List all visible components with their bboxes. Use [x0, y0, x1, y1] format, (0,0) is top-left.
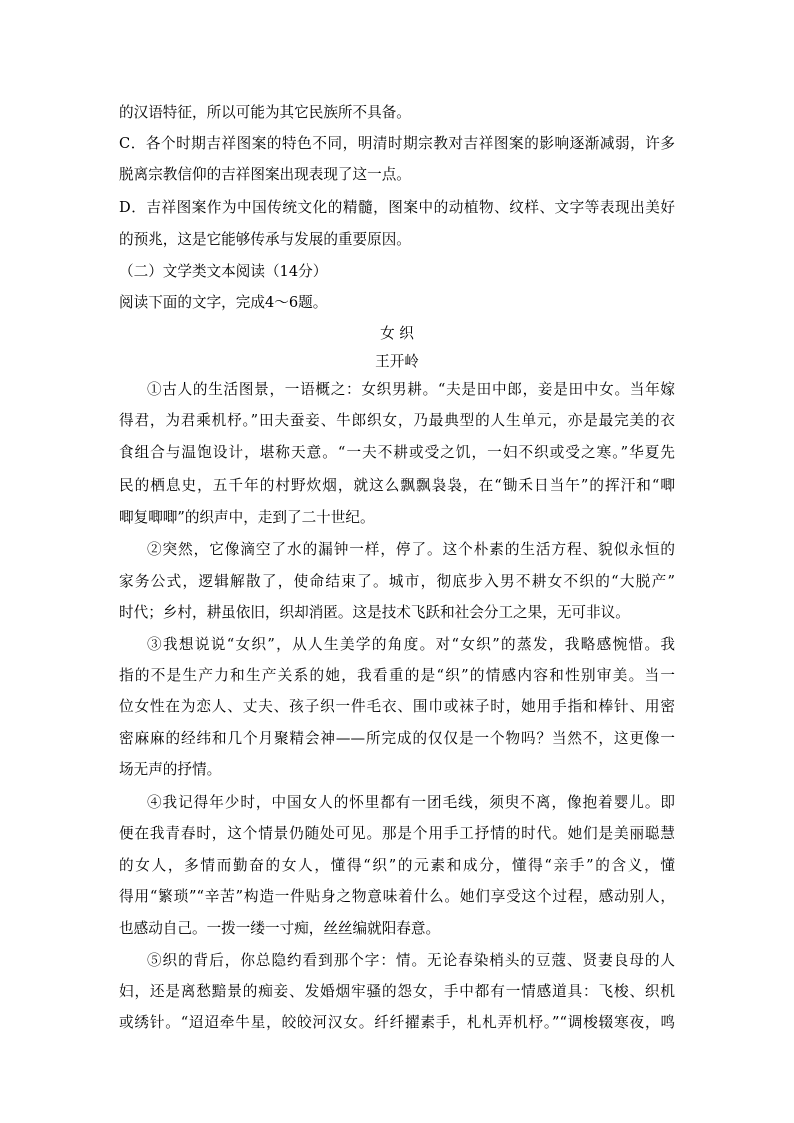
body-line: 或绣针。“迢迢牵牛星，皎皎河汉女。纤纤擢素手，札札弄机杼。”“调梭辍寒夜，鸣 — [119, 1014, 675, 1031]
body-line: 也感动自己。一拨一缕一寸痴，丝丝编就阳春意。 — [119, 920, 441, 937]
body-line: 得用“繁琐”“辛苦”构造一件贴身之物意味着什么。她们享受这个过程，感动别人， — [119, 888, 675, 905]
body-line: 密麻麻的经纬和几个月聚精会神——所完成的仅仅是一个物吗？当然不，这更像一 — [119, 730, 675, 747]
body-line: 妇，还是离愁黯景的痴妾、发婚烟牢骚的怨女，手中都有一情感道具：飞梭、织机 — [119, 983, 675, 1000]
text-line: 的汉语特征，所以可能为其它民族所不具备。 — [119, 104, 411, 121]
body-line: ⑤织的背后，你总隐约看到那个字：情。无论春染梢头的豆蔻、贤妻良母的人 — [147, 952, 675, 969]
option-c-line-1: C．各个时期吉祥图案的特色不同，明清时期宗教对吉祥图案的影响逐渐减弱，许多 — [119, 135, 675, 152]
instruction-line: 阅读下面的文字，完成4～6题。 — [119, 294, 328, 311]
body-line: 时代；乡村，耕虽依旧，织却消匿。这是技术飞跃和社会分工之果，无可非议。 — [119, 604, 630, 621]
body-line: 位女性在为恋人、丈夫、孩子织一件毛衣、围巾或袜子时，她用手指和棒针、用密 — [119, 698, 675, 715]
section-heading: （二）文学类文本阅读（14分） — [119, 263, 328, 280]
body-line: 的女人，多情而勤奋的女人，懂得“织”的元素和成分，懂得“亲手”的含义，懂 — [119, 857, 675, 874]
body-line: 食组合与温饱设计，堪称天意。“一夫不耕或受之饥，一妇不织或受之寒。”华夏先 — [119, 444, 675, 461]
body-line: 便在我青春时，这个情景仍随处可见。那是个用手工抒情的时代。她们是美丽聪慧 — [119, 825, 675, 842]
body-line: ①古人的生活图景，一语概之：女织男耕。“夫是田中郎，妾是田中女。当年嫁 — [147, 381, 675, 398]
body-line: 场无声的抒情。 — [119, 761, 222, 778]
article-author: 王开岭 — [375, 353, 419, 370]
article-title: 女 织 — [380, 325, 414, 342]
body-line: 指的不是生产力和生产关系的她，我看重的是“织”的情感内容和性别审美。当一 — [119, 667, 675, 684]
body-line: 得君，为君乘机杼。”田夫蚕妾、牛郎织女，乃最典型的人生单元，亦是最完美的衣 — [119, 412, 675, 429]
body-line: ④我记得年少时，中国女人的怀里都有一团毛线，须臾不离，像抱着婴儿。即 — [147, 794, 675, 811]
body-line: ②突然，它像滴空了水的漏钟一样，停了。这个朴素的生活方程、貌似永恒的 — [147, 541, 675, 558]
option-c-line-2: 脱离宗教信仰的吉祥图案出现表现了这一点。 — [119, 166, 411, 183]
option-d-line-2: 的预兆，这是它能够传承与发展的重要原因。 — [119, 231, 411, 248]
option-d-line-1: D．吉祥图案作为中国传统文化的精髓，图案中的动植物、纹样、文字等表现出美好 — [119, 199, 675, 216]
body-line: 唧复唧唧”的织声中，走到了二十世纪。 — [119, 509, 375, 526]
body-line: 民的栖息史，五千年的村野炊烟，就这么飘飘袅袅，在“锄禾日当午”的挥汗和“唧 — [119, 477, 675, 494]
body-line: ③我想说说“女织”，从人生美学的角度。对“女织”的蒸发，我略感惋惜。我 — [147, 636, 675, 653]
body-line: 家务公式，逻辑解散了，使命结束了。城市，彻底步入男不耕女不织的“大脱产” — [119, 573, 675, 590]
